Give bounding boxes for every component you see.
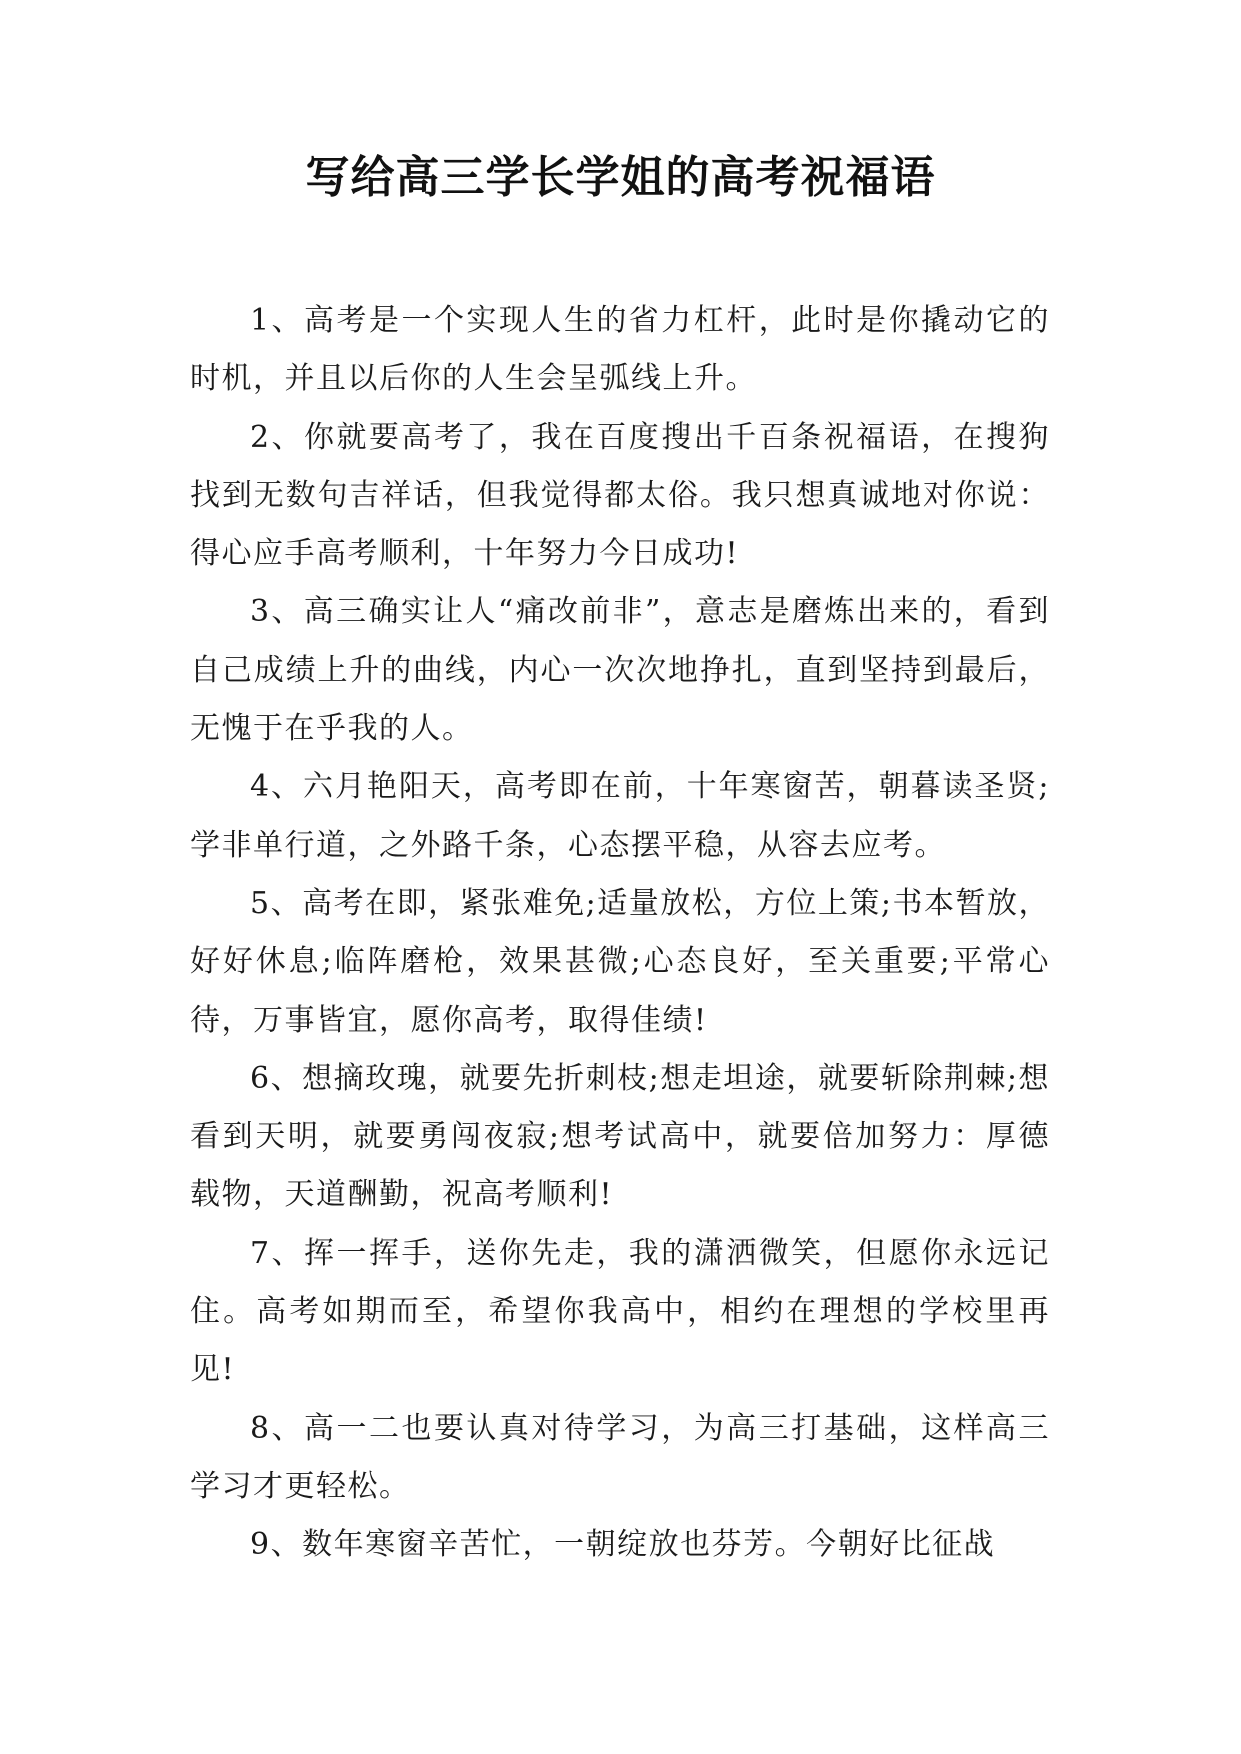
paragraph-8: 8、高一二也要认真对待学习，为高三打基础，这样高三学习才更轻松。 xyxy=(190,1410,1050,1504)
paragraph-9: 9、数年寒窗辛苦忙，一朝绽放也芬芳。今朝好比征战 xyxy=(250,1527,996,1563)
document-body xyxy=(190,292,1050,1575)
paragraph-7: 7、挥一挥手，送你先走，我的潇洒微笑，但愿你永远记住。高考如期而至，希望你我高中，相约在理想的学校里再见! xyxy=(190,1235,1050,1388)
document-title: 写给高三学长学姐的高考祝福语 xyxy=(305,152,936,203)
paragraph-5: 5、高考在即，紧张难免;适量放松，方位上策;书本暂放，好好休息;临阵磨枪，效果甚微;心态良好，至关重要;平常心待，万事皆宜，愿你高考，取得佳绩! xyxy=(190,885,1050,1038)
paragraph-1: 1、高考是一个实现人生的省力杠杆，此时是你撬动它的时机，并且以后你的人生会呈弧线上升。 xyxy=(190,303,1050,397)
paragraph-2: 2、你就要高考了，我在百度搜出千百条祝福语，在搜狗找到无数句吉祥话，但我觉得都太俗。我只想真诚地对你说：得心应手高考顺利，十年努力今日成功! xyxy=(190,419,1050,572)
paragraph-4: 4、六月艳阳天，高考即在前，十年寒窗苦，朝暮读圣贤;学非单行道，之外路千条，心态摆平稳，从容去应考。 xyxy=(190,769,1050,863)
paragraph-6: 6、想摘玫瑰，就要先折刺枝;想走坦途，就要斩除荆棘;想看到天明，就要勇闯夜寂;想考试高中，就要倍加努力：厚德载物，天道酬勤，祝高考顺利! xyxy=(190,1060,1050,1213)
paragraph-3: 3、高三确实让人“痛改前非”，意志是磨炼出来的，看到自己成绩上升的曲线，内心一次次地挣扎，直到坚持到最后，无愧于在乎我的人。 xyxy=(190,594,1050,747)
